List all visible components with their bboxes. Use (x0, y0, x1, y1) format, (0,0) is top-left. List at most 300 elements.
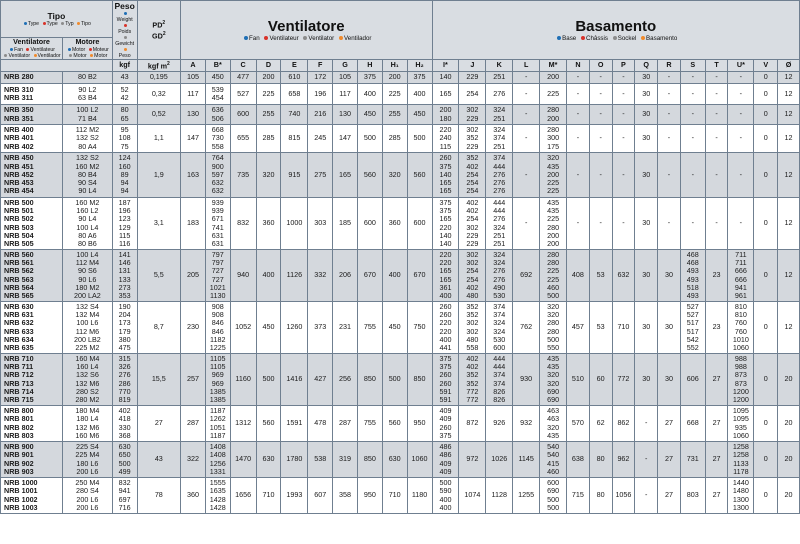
base-dim-cell: - (728, 198, 754, 250)
model-cell: NRB 500 NRB 501 NRB 502 NRB 503 NRB 504 NRB 505 (1, 198, 63, 250)
fan-dim-cell: 600 (357, 198, 382, 250)
pd-cell: 0,52 (137, 105, 180, 125)
table-row (1, 250, 800, 302)
pd-cell: 3,1 (137, 198, 180, 250)
fan-dim-cell: 358 (333, 478, 358, 514)
table-row (1, 478, 800, 514)
fan-dim-cell: 375 (407, 72, 432, 84)
grey-dot-icon (303, 36, 307, 40)
base-dim-cell: 200 180 (432, 105, 459, 125)
fan-dim-cell: 539 454 (205, 84, 230, 105)
base-dim-cell: - (705, 105, 728, 125)
base-dim-cell: - (705, 72, 728, 84)
base-dim-cell: 632 (612, 250, 635, 302)
fan-dim-cell: 147 (333, 125, 358, 153)
fan-dim-cell: 610 (281, 72, 308, 84)
fan-dim-cell: 1555 1635 1428 1428 (205, 478, 230, 514)
base-dim-cell: - (589, 153, 612, 198)
model-cell: NRB 1000 NRB 1001 NRB 1002 NRB 1003 (1, 478, 63, 514)
fan-col-header: F (308, 60, 333, 72)
base-dim-cell: 606 (680, 354, 705, 406)
base-dim-cell: 402 402 352 352 772 772 (459, 354, 486, 406)
fan-dim-cell: 275 (308, 153, 333, 198)
base-dim-cell: - (635, 442, 658, 478)
fan-dim-cell: 332 (308, 250, 333, 302)
base-dim-cell: 23 (705, 302, 728, 354)
base-dim-cell: 260 375 140 165 165 (432, 153, 459, 198)
base-dim-cell: 527 527 517 517 542 552 (680, 302, 705, 354)
base-dim-cell: 30 (635, 198, 658, 250)
fan-dim-cell: 755 (357, 406, 382, 442)
base-dim-cell: 715 (567, 478, 590, 514)
base-dim-cell: - (589, 72, 612, 84)
base-dim-cell: 276 (486, 84, 513, 105)
base-dim-cell: 280 300 175 (540, 125, 567, 153)
fan-dim-cell: 105 (181, 72, 206, 84)
fan-dim-cell: 427 (308, 354, 333, 406)
pd-cell: 0,32 (137, 84, 180, 105)
base-dim-cell: 12 (778, 250, 800, 302)
pd-header: $PD^2$ $GD^2$ (137, 1, 180, 60)
base-dim-cell: 510 (567, 354, 590, 406)
base-dim-cell: 0 (754, 198, 778, 250)
fan-dim-cell: 630 (256, 442, 281, 478)
orange-dot-icon (77, 22, 80, 25)
pd-cell: 1,1 (137, 125, 180, 153)
motor-cell: 225 S4 225 M4 180 L6 200 L6 (63, 442, 113, 478)
base-dim-cell: 27 (705, 406, 728, 442)
fan-dim-cell: 1260 (281, 302, 308, 354)
fan-dim-cell: 256 (333, 354, 358, 406)
base-dim-cell: 53 (589, 250, 612, 302)
base-dim-cell: - (612, 153, 635, 198)
fan-dim-cell: 500 (407, 125, 432, 153)
base-col-header: R (658, 60, 681, 72)
base-dim-cell: 12 (778, 125, 800, 153)
motor-cell: 160 M2 160 L2 90 L4 100 L4 80 A6 80 B6 (63, 198, 113, 250)
fan-dim-cell: 1408 1408 1256 1331 (205, 442, 230, 478)
red-dot-icon (264, 36, 268, 40)
fan-dim-cell: 560 (357, 153, 382, 198)
motor-cell: 100 L2 71 B4 (63, 105, 113, 125)
weight-cell: 80 65 (112, 105, 137, 125)
weight-cell: 141 146 131 133 273 353 (112, 250, 137, 302)
fan-dim-cell: 225 (256, 84, 281, 105)
base-dim-cell: - (612, 105, 635, 125)
fan-dim-cell: 255 (382, 105, 407, 125)
base-dim-cell: 302 302 254 254 402 480 (459, 250, 486, 302)
fan-dim-cell: 1591 (281, 406, 308, 442)
fan-dim-cell: 600 (230, 105, 256, 125)
base-dim-cell: 435 435 320 320 690 690 (540, 354, 567, 406)
base-dim-cell: 20 (778, 478, 800, 514)
base-dim-cell: 200 (540, 72, 567, 84)
base-dim-cell: 444 444 374 374 826 826 (486, 354, 513, 406)
fan-dim-cell: 950 (357, 478, 382, 514)
fan-dim-cell: 764 900 597 632 632 (205, 153, 230, 198)
fan-dim-cell: 117 (181, 84, 206, 105)
fan-dim-cell: 373 (308, 302, 333, 354)
base-dim-cell: - (658, 72, 681, 84)
fan-dim-cell: 755 (357, 302, 382, 354)
base-dim-cell: 692 (513, 250, 540, 302)
fan-dim-cell: 670 (357, 250, 382, 302)
base-dim-cell: 62 (589, 406, 612, 442)
model-cell: NRB 560 NRB 561 NRB 562 NRB 563 NRB 564 NRB 565 (1, 250, 63, 302)
pd-cell: 43 (137, 442, 180, 478)
orange-dot-icon (339, 36, 343, 40)
fan-dim-cell: 400 (256, 250, 281, 302)
fan-dim-cell: 322 (181, 442, 206, 478)
fan-dim-cell: 225 (382, 84, 407, 105)
grey-dot-icon (613, 36, 617, 40)
base-col-header: L (513, 60, 540, 72)
base-dim-cell: 1074 (459, 478, 486, 514)
base-dim-cell: 0 (754, 153, 778, 198)
fan-dim-cell: 500 (382, 354, 407, 406)
base-dim-cell: 12 (778, 302, 800, 354)
table-row (1, 406, 800, 442)
weight-cell: 187 196 123 129 115 116 (112, 198, 137, 250)
base-dim-cell: 27 (658, 406, 681, 442)
base-dim-cell: - (513, 105, 540, 125)
motor-cell: 180 M4 180 L4 132 M6 160 M6 (63, 406, 113, 442)
ventilatore-title: Ventilatore (267, 17, 345, 35)
base-dim-cell: 374 444 276 276 276 (486, 153, 513, 198)
base-dim-cell: 1095 1095 935 1060 (728, 406, 754, 442)
base-dim-cell: 444 444 276 324 251 251 (486, 198, 513, 250)
blue-dot-icon (557, 36, 561, 40)
model-cell: NRB 800 NRB 801 NRB 802 NRB 803 (1, 406, 63, 442)
base-dim-cell: 27 (658, 478, 681, 514)
fan-col-header: H₁ (382, 60, 407, 72)
fan-dim-cell: 560 (382, 406, 407, 442)
base-dim-cell: 0 (754, 84, 778, 105)
base-dim-cell: - (680, 84, 705, 105)
base-dim-cell: - (589, 198, 612, 250)
base-dim-cell: 302 352 229 (459, 125, 486, 153)
base-dim-cell: - (680, 153, 705, 198)
weight-cell: 43 (112, 72, 137, 84)
fan-dim-cell: 450 (407, 105, 432, 125)
base-dim-cell: 140 (432, 72, 459, 84)
base-dim-cell: - (612, 72, 635, 84)
base-dim-cell: 27 (705, 354, 728, 406)
fan-dim-cell: 1993 (281, 478, 308, 514)
base-dim-cell: 435 435 225 280 200 200 (540, 198, 567, 250)
model-cell: NRB 280 (1, 72, 63, 84)
table-row (1, 442, 800, 478)
base-dim-cell: 60 (589, 354, 612, 406)
motor-cell: 132 S4 132 M4 100 L6 112 M6 200 LB2 225 M2 (63, 302, 113, 354)
fan-dim-cell: 500 (357, 125, 382, 153)
base-dim-cell: 302 229 (459, 105, 486, 125)
base-col-header: Q (635, 60, 658, 72)
fan-dim-cell: 939 939 671 741 631 631 (205, 198, 230, 250)
fan-dim-cell: 655 (230, 125, 256, 153)
base-dim-cell: 932 (513, 406, 540, 442)
base-dim-cell: 710 (612, 302, 635, 354)
motor-cell: 132 S2 160 M2 80 B4 90 S4 90 L4 (63, 153, 113, 198)
base-dim-cell: 1440 1480 1300 1300 (728, 478, 754, 514)
fan-dim-cell: 285 (382, 125, 407, 153)
fan-dim-cell: 172 (308, 72, 333, 84)
base-dim-cell: - (658, 84, 681, 105)
base-dim-cell: - (680, 198, 705, 250)
fan-dim-cell: 500 (256, 354, 281, 406)
base-dim-cell: 988 988 873 873 1200 1200 (728, 354, 754, 406)
base-dim-cell: 711 711 666 666 941 961 (728, 250, 754, 302)
fan-dim-cell: 735 (230, 153, 256, 198)
fan-dim-cell: 245 (308, 125, 333, 153)
base-dim-cell: 468 468 493 493 518 493 (680, 250, 705, 302)
base-col-header: V (754, 60, 778, 72)
base-dim-cell: - (513, 125, 540, 153)
fan-dim-cell: 400 (407, 84, 432, 105)
base-dim-cell: - (612, 84, 635, 105)
fan-dim-cell: 450 (205, 72, 230, 84)
base-dim-cell: - (513, 198, 540, 250)
base-dim-cell: 12 (778, 153, 800, 198)
base-dim-cell: 463 463 320 435 (540, 406, 567, 442)
fan-col-header: B* (205, 60, 230, 72)
base-dim-cell: 30 (635, 84, 658, 105)
base-dim-cell: - (589, 84, 612, 105)
fan-dim-cell: 832 (230, 198, 256, 250)
base-dim-cell: 30 (658, 354, 681, 406)
fan-dim-cell: 815 (281, 125, 308, 153)
fan-dim-cell: 320 (382, 153, 407, 198)
base-dim-cell: - (513, 153, 540, 198)
base-dim-cell: 12 (778, 198, 800, 250)
fan-dim-cell: 1656 (230, 478, 256, 514)
base-dim-cell: - (589, 125, 612, 153)
fan-dim-cell: 130 (181, 105, 206, 125)
base-dim-cell: - (567, 125, 590, 153)
fan-dim-cell: 908 908 846 846 1182 1225 (205, 302, 230, 354)
base-dim-cell: 30 (635, 125, 658, 153)
base-dim-cell: 803 (680, 478, 705, 514)
base-dim-cell: - (567, 105, 590, 125)
fan-dim-cell: 1312 (230, 406, 256, 442)
base-dim-cell: 540 540 415 460 (540, 442, 567, 478)
base-dim-cell: 12 (778, 72, 800, 84)
pd-cell: 8,7 (137, 302, 180, 354)
pd-cell: 1,9 (137, 153, 180, 198)
fan-dim-cell: 200 (256, 72, 281, 84)
fan-col-header: E (281, 60, 308, 72)
fan-dim-cell: 320 (256, 153, 281, 198)
fan-dim-cell: 560 (407, 153, 432, 198)
fan-dim-cell: 105 (333, 72, 358, 84)
base-dim-cell: 27 (705, 478, 728, 514)
fan-dim-cell: 285 (256, 125, 281, 153)
base-dim-cell: 220 240 115 (432, 125, 459, 153)
fan-dim-cell: 850 (407, 354, 432, 406)
base-dim-cell: 375 375 260 260 591 591 (432, 354, 459, 406)
weight-cell: 124 160 89 94 94 (112, 153, 137, 198)
base-dim-cell: 0 (754, 354, 778, 406)
table-row (1, 302, 800, 354)
base-dim-cell: 20 (778, 354, 800, 406)
fan-dim-cell: 147 (181, 125, 206, 153)
base-dim-cell: 457 (567, 302, 590, 354)
base-dim-cell: - (728, 125, 754, 153)
base-dim-cell: 30 (635, 302, 658, 354)
model-cell: NRB 630 NRB 631 NRB 632 NRB 633 NRB 634 NRB 635 (1, 302, 63, 354)
fan-dim-cell: 1105 1105 969 969 1385 1385 (205, 354, 230, 406)
fan-dim-cell: 710 (382, 478, 407, 514)
base-dim-cell: 0 (754, 72, 778, 84)
table-row (1, 84, 800, 105)
base-dim-cell: 374 374 324 324 530 600 (486, 302, 513, 354)
base-col-header: I* (432, 60, 459, 72)
pd-unit: kgf $m^2$ (137, 60, 180, 72)
base-dim-cell: - (728, 84, 754, 105)
base-dim-cell: 260 260 220 220 400 441 (432, 302, 459, 354)
base-dim-cell: 772 (612, 354, 635, 406)
weight-cell: 630 650 500 499 (112, 442, 137, 478)
base-dim-cell: 23 (705, 250, 728, 302)
fan-dim-cell: 360 (256, 198, 281, 250)
base-dim-cell: 1258 1258 1133 1178 (728, 442, 754, 478)
base-dim-cell: 320 320 280 280 500 550 (540, 302, 567, 354)
fan-dim-cell: 668 730 558 (205, 125, 230, 153)
base-col-header: T (705, 60, 728, 72)
base-dim-cell: 731 (680, 442, 705, 478)
model-cell: NRB 400 NRB 401 NRB 402 (1, 125, 63, 153)
fan-dim-cell: 130 (333, 105, 358, 125)
base-dim-cell: 638 (567, 442, 590, 478)
motor-cell: 250 M4 280 S4 200 L6 200 L6 (63, 478, 113, 514)
base-col-header: O (589, 60, 612, 72)
base-dim-cell: 80 (589, 478, 612, 514)
base-dim-cell: 0 (754, 442, 778, 478)
base-dim-cell: 254 (459, 84, 486, 105)
base-dim-cell: 862 (612, 406, 635, 442)
base-dim-cell: 0 (754, 302, 778, 354)
base-dim-cell: - (680, 105, 705, 125)
fan-dim-cell: 375 (357, 72, 382, 84)
fan-col-header: H₂ (407, 60, 432, 72)
fan-dim-cell: 915 (281, 153, 308, 198)
ventilatore-col-header: Ventilatore Fan Ventilateur Ventilator Ventilador (1, 38, 63, 60)
base-dim-cell: - (728, 153, 754, 198)
fan-dim-cell: 797 797 727 727 1021 1130 (205, 250, 230, 302)
weight-cell: 95 108 75 (112, 125, 137, 153)
weight-cell: 832 941 697 716 (112, 478, 137, 514)
base-dim-cell: 27 (705, 442, 728, 478)
ventilatore-header: Ventilatore Fan Ventilateur Ventilator Ventilador (181, 1, 432, 60)
fan-dim-cell: 1180 (407, 478, 432, 514)
tipo-title: Tipo (47, 11, 66, 22)
base-dim-cell: - (705, 125, 728, 153)
fan-dim-cell: 303 (308, 198, 333, 250)
base-dim-cell: 408 (567, 250, 590, 302)
fan-dim-cell: 950 (407, 406, 432, 442)
base-col-header: K (486, 60, 513, 72)
base-dim-cell: - (705, 84, 728, 105)
base-dim-cell: 20 (778, 406, 800, 442)
weight-cell: 52 42 (112, 84, 137, 105)
motor-cell: 90 L2 63 B4 (63, 84, 113, 105)
base-dim-cell: 402 402 254 302 229 229 (459, 198, 486, 250)
weight-cell: 402 418 330 368 (112, 406, 137, 442)
motor-cell: 160 M4 160 L4 132 S6 132 M6 280 S2 280 M2 (63, 354, 113, 406)
base-dim-cell: - (728, 105, 754, 125)
fan-dim-cell: 287 (181, 406, 206, 442)
red-dot-icon (581, 36, 585, 40)
fan-col-header: D (256, 60, 281, 72)
pd-cell: 15,5 (137, 354, 180, 406)
base-dim-cell: 1056 (612, 478, 635, 514)
fan-dim-cell: 257 (181, 354, 206, 406)
fan-dim-cell: 255 (256, 105, 281, 125)
base-dim-cell: 1255 (513, 478, 540, 514)
fan-dim-cell: 1052 (230, 302, 256, 354)
base-dim-cell: 220 220 165 165 361 400 (432, 250, 459, 302)
table-row (1, 153, 800, 198)
base-col-header: M* (540, 60, 567, 72)
base-dim-cell: 251 (486, 72, 513, 84)
table-row (1, 198, 800, 250)
base-dim-cell: 570 (567, 406, 590, 442)
fan-dim-cell: 185 (333, 198, 358, 250)
fan-dim-cell: 477 (230, 72, 256, 84)
base-col-header: Ø (778, 60, 800, 72)
fan-dim-cell: 1416 (281, 354, 308, 406)
pd-cell: 0,195 (137, 72, 180, 84)
base-dim-cell: 0 (754, 125, 778, 153)
peso-header: Peso Weight Poids Gewicht Peso (112, 1, 137, 60)
base-dim-cell: 500 590 400 400 (432, 478, 459, 514)
base-dim-cell: - (635, 406, 658, 442)
base-dim-cell: 30 (635, 105, 658, 125)
base-dim-cell: 600 690 500 500 (540, 478, 567, 514)
base-dim-cell: 375 375 165 220 140 140 (432, 198, 459, 250)
fan-dim-cell: 450 (256, 302, 281, 354)
motore-col-header: Motore Motor Moteur Motor Motor (63, 38, 113, 60)
base-dim-cell: - (589, 105, 612, 125)
base-dim-cell: 53 (589, 302, 612, 354)
motor-cell: 100 L4 112 M4 90 S6 90 L6 180 M2 200 LA2 (63, 250, 113, 302)
fan-col-header: C (230, 60, 256, 72)
base-col-header: U* (728, 60, 754, 72)
fan-dim-cell: 163 (181, 153, 206, 198)
base-dim-cell: - (680, 125, 705, 153)
base-dim-cell: 30 (635, 72, 658, 84)
fan-dim-cell: 360 (382, 198, 407, 250)
fan-dim-cell: 165 (333, 153, 358, 198)
base-dim-cell: 30 (658, 302, 681, 354)
base-dim-cell: - (728, 72, 754, 84)
fan-dim-cell: 117 (333, 84, 358, 105)
orange-dot-icon (641, 36, 645, 40)
fan-dim-cell: 400 (357, 84, 382, 105)
fan-dim-cell: 600 (407, 198, 432, 250)
base-dim-cell: - (513, 84, 540, 105)
basamento-header: Basamento Base Châssis Sockel Basamento (432, 1, 800, 60)
fan-dim-cell: 230 (181, 302, 206, 354)
base-dim-cell: 280 200 (540, 105, 567, 125)
base-dim-cell: 30 (658, 250, 681, 302)
base-dim-cell: - (567, 72, 590, 84)
fan-col-header: A (181, 60, 206, 72)
grey-dot-icon (61, 22, 64, 25)
fan-dim-cell: 1060 (407, 442, 432, 478)
tipo-legend: Type Type Typ Tipo (1, 21, 112, 27)
fan-dim-cell: 319 (333, 442, 358, 478)
